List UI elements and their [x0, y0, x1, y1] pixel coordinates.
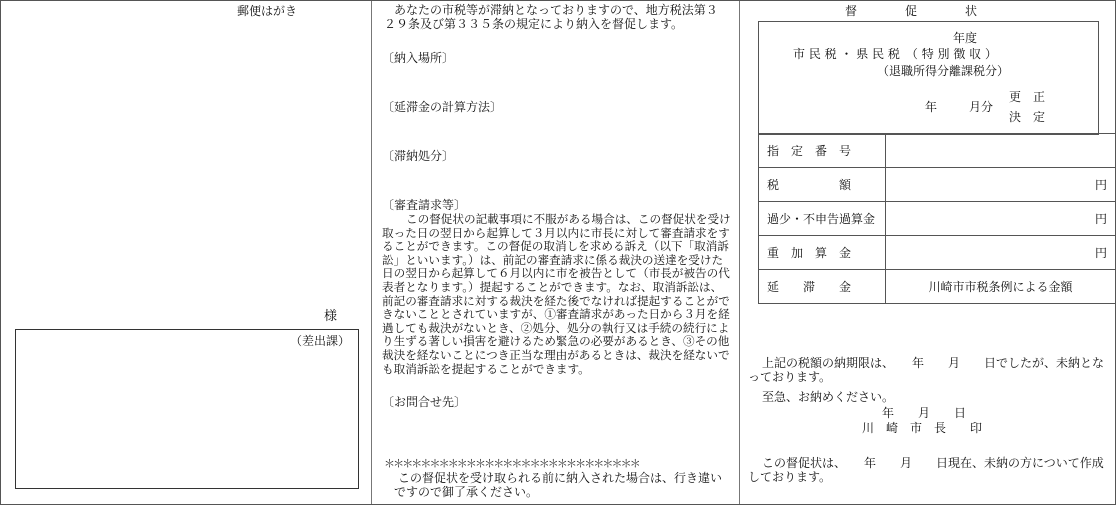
row-value: [886, 134, 1116, 168]
row-value: 円: [886, 168, 1116, 202]
table-row: [759, 134, 1116, 168]
row-label: 重 加 算 金: [759, 236, 886, 270]
appeal-body: この督促状の記載事項に不服がある場合は、この督促状を受け取った日の翌日から起算して３月以内に市長に対して審査請求をすることができます。この督促の取消しを求める訴え（以下「取消訴訟」といいます。）は、前記の審査請求に係る裁決の送達を受けた日の翌日から起算して６月以内に市を被告として（市長が被告の代表者となります。）提起することができます。なお、取消訴訟は、前記の審査請求に対する裁決を経た後でなければ提起することができないこととされていますが、①審査請求があった日から３月を経過しても裁決がないとき、②処分、処分の執行又は手続の続行により生ずる著しい損害を避けるため緊急の必要があるとき、③その他裁決を経ないことにつき正当な理由があるときは、裁決を経ないでも取消訴訟を提起することができます。: [382, 212, 731, 376]
notice-title: 督 促 状: [845, 4, 978, 18]
intro-text: あなたの市税等が滞納となっておりますので、地方税法第３２９条及び第３３５条の規定により納入を督促します。: [384, 3, 718, 31]
closing-note: この督促状を受け取られる前に納入された場合は、行き違いですので御了承ください。: [394, 471, 723, 499]
row-label: 過少・不申告過算金: [759, 202, 886, 236]
sender-dept-label: （差出課）: [289, 334, 350, 348]
disposition-heading: 〔滞納処分〕: [382, 149, 455, 163]
honorific-label: 様: [324, 309, 338, 324]
demand-notice-panel: [740, 1, 1115, 504]
row-value: 円: [886, 236, 1116, 270]
type-lower: 決 定: [1009, 110, 1046, 124]
tax-info-table: [758, 133, 1116, 304]
period-month: 月分: [969, 100, 994, 114]
period-year: 年: [925, 100, 938, 114]
payment-place-heading: 〔納入場所〕: [382, 51, 455, 65]
table-row: [759, 270, 1116, 304]
issue-date: 年 月 日: [882, 406, 967, 420]
tax-name: 市 民 税 ・ 県 民 税 （ 特 別 徴 収 ）: [793, 47, 997, 61]
issuer-line: 川 崎 市 長 印: [862, 421, 983, 435]
table-row: [759, 236, 1116, 270]
postcard-title: 郵便はがき: [237, 4, 298, 18]
asterisk-separator: ＊＊＊＊＊＊＊＊＊＊＊＊＊＊＊＊＊＊＊＊＊＊＊＊＊＊＊＊: [384, 457, 639, 470]
late-fee-method-heading: 〔延滞金の計算方法〕: [382, 100, 503, 114]
sender-box: [15, 329, 359, 489]
row-value: 川崎市市税条例による金額: [886, 270, 1116, 304]
footer-text: この督促状は、 年 月 日現在、未納の方について作成しております。: [748, 456, 1104, 484]
row-value: 円: [886, 202, 1116, 236]
type-upper: 更 正: [1009, 90, 1046, 104]
table-row: [759, 168, 1116, 202]
table-row: [759, 202, 1116, 236]
row-label: 税 額: [759, 168, 886, 202]
address-panel: [1, 1, 372, 504]
appeal-heading: 〔審査請求等〕: [382, 198, 467, 212]
inquiry-heading: 〔お問合せ先〕: [382, 395, 467, 409]
tax-header-box: [758, 21, 1099, 135]
row-label: 指 定 番 号: [759, 134, 886, 168]
urge-text: 至急、お納めください。: [762, 390, 895, 404]
row-label: 延 滞 金: [759, 270, 886, 304]
deadline-text: 上記の税額の納期限は、 年 月 日でしたが、未納となっております。: [748, 356, 1105, 384]
explanation-panel: [372, 1, 740, 504]
fiscal-year-label: 年度: [953, 31, 978, 45]
tax-note: （退職所得分離課税分）: [877, 64, 1010, 78]
